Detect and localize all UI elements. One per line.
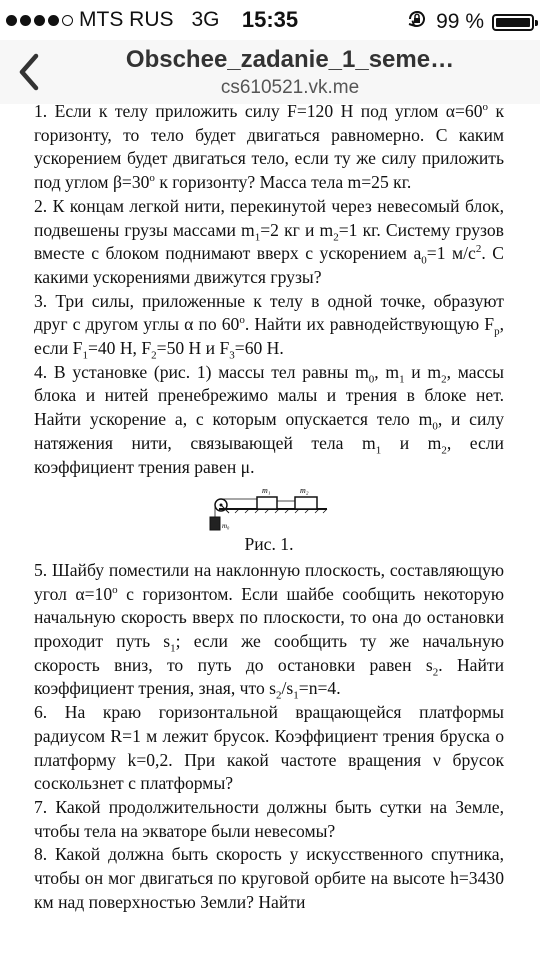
pulley-setup-diagram (209, 483, 329, 533)
problem-1: 1. Если к телу приложить силу F=120 Н под углом $\alpha=60^o$ к горизонту, то тело будет двигаться равномерно. С каким ускорением будет двигаться тело, если ту же силу приложить под углом $\beta=30^o$ к горизонту? Масса тела m=25 кг. (34, 104, 505, 193)
document-url: cs610521.vk.me (220, 77, 360, 98)
block-m1 (257, 497, 277, 509)
problem-3: 3. Три силы, приложенные к телу в одной точке, образуют друг с другом углы α по 60$^o$. Найти их равнодействующую $F_р$, если $F_1=40$ Н, $F_2=50$ Н и $F_3=60$ Н. (34, 290, 504, 362)
document-title: Obschee_zadanie_1_seme… (125, 46, 455, 73)
problem-6: 6. На краю горизонтальной вращающейся платформы радиусом R=1 м лежит брусок. Коэффициент трения бруска о платформу k=0,2. При какой частоте вращения ν брусок соскользнет с платформы? (34, 702, 504, 794)
problem-8: 8. Какой должна быть скорость у искусственного спутника, чтобы он мог двигаться по круговой орбите на высоте h=3430 км над поверхностью Земли? Найти (34, 844, 504, 912)
back-button[interactable] (14, 50, 44, 94)
battery-icon (492, 14, 534, 31)
block-m2 (295, 497, 317, 509)
problem-4: 4. В установке (рис. 1) массы тел равны $m_0$, $m_1$ и $m_2$, массы блока и нитей пренебрежимо малы и трения в блоке нет. Найти ускорение a, с которым опускается тело $m_0$, и силу натяжения нити, связывающей тела $m_1$ и $m_2$, если коэффициент трения равен μ. (34, 361, 505, 477)
navigation-bar (0, 40, 540, 105)
block-m0 (210, 517, 220, 530)
document-viewer[interactable] (0, 104, 540, 960)
battery-percent: 99 % (436, 10, 484, 33)
status-right (406, 8, 534, 36)
network-type: 3G (191, 8, 220, 31)
figure-caption: Рис. 1. (244, 534, 294, 555)
problem-2: 2. К концам легкой нити, перекинутой через невесомый блок, подвешены грузы массами $m_1=2$ кг и $m_2=1$ кг. Систему грузов вместе с блоком поднимают вверх с ускорением $a_0=1$ $м/с^2$. С какими ускорениями движутся грузы? (34, 195, 504, 287)
problem-5: 5. Шайбу поместили на наклонную плоскость, составляющую угол $\alpha=10^o$ с горизонтом. Если шайбе сообщить некоторую начальную скорость вверх по плоскости, то она до остановки проходит путь $s_1$; если же сообщить ту же начальную скорость вниз, то путь до остановки равен $s_2$. Найти коэффициент трения, зная, что $s_2/s_1=n=4$. (34, 559, 504, 702)
status-time: 15:35 (241, 7, 299, 32)
chevron-left-icon (14, 50, 44, 94)
label-m1: m₁ (262, 486, 271, 496)
rotation-lock-icon (406, 8, 428, 36)
label-m0: m₀ (222, 522, 230, 531)
carrier-name: MTS RUS (79, 8, 174, 31)
figure-1 (34, 483, 504, 557)
document-text (34, 104, 504, 915)
problem-7: 7. Какой продолжительности должны быть сутки на Земле, чтобы тела на экваторе были невесомы? (34, 796, 504, 841)
status-bar (0, 0, 540, 40)
label-m2: m₂ (300, 486, 309, 496)
